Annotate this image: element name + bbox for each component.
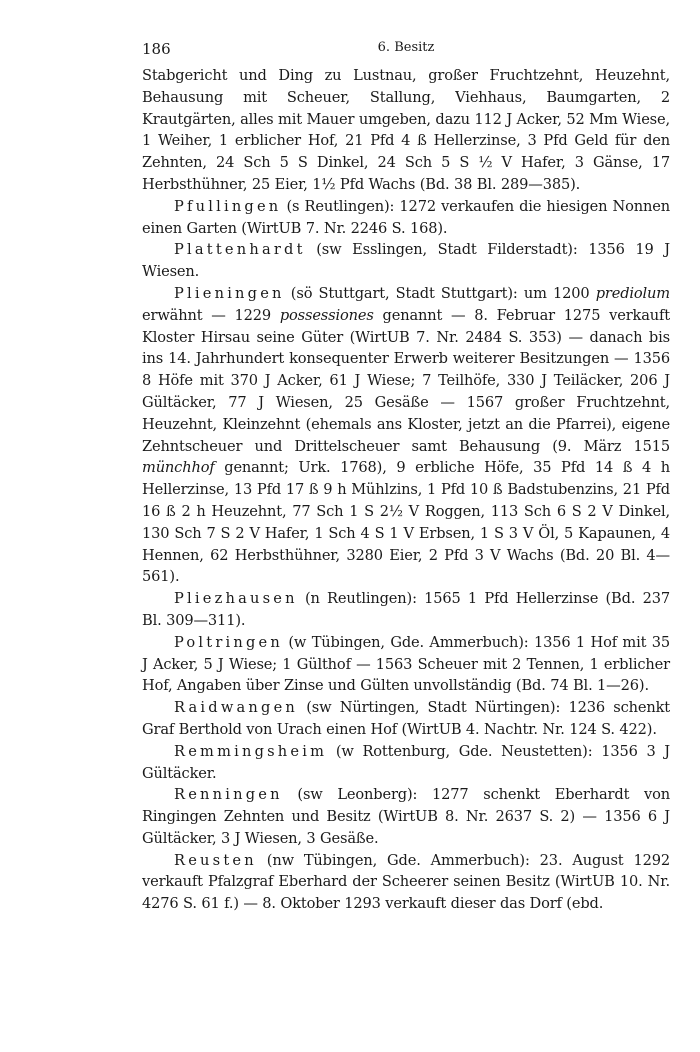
entry-renningen bbox=[142, 784, 670, 849]
opening-paragraph: Stabgericht und Ding zu Lustnau, großer Fruchtzehnt, Heuzehnt, Behausung mit Scheuer, Stallung, Viehhaus, Baumgarten, 2 Krautgärten, alles mit Mauer umgeben, dazu 112 J Acker, 52 Mm Wiese, 1 Weiher, 1 erblicher Hof, 21 Pfd 4 ß Hellerzinse, 3 Pfd Geld für den Zehnten, 24 Sch 5 S Dinkel, 24 Sch 5 S ½ V Hafer, 3 Gänse, 17 Herbsthühner, 25 Eier, 1½ Pfd Wachs (Bd. 38 Bl. 289—385). bbox=[142, 67, 670, 193]
entry-text: (s Reutlingen): 1272 verkaufen die hiesigen Nonnen einen Garten (WirtUB 7. Nr. 2246 S. 168). bbox=[142, 197, 670, 237]
entry-text: (sw Nürtingen, Stadt Nürtingen): 1236 schenkt Graf Berthold von Urach einen Hof (WirtUB 4. Nachtr. Nr. 124 S. 422). bbox=[142, 699, 670, 738]
entry-poltringen bbox=[142, 632, 670, 697]
place-name: Reusten bbox=[174, 851, 257, 869]
place-name: Poltringen bbox=[174, 633, 283, 651]
entry-text: (n Reutlingen): 1565 1 Pfd Hellerzinse (Bd. 237 Bl. 309—311). bbox=[142, 590, 670, 629]
entry-text: genannt — 8. Februar 1275 verkauft Kloster Hirsau seine Güter (WirtUB 7. Nr. 2484 S. 353) — danach bis ins 14. Jahrhundert konsequenter Erwerb weiterer Besitzungen — 1356 8 Höfe mit 370 J Acker, 61 J Wiese; 7 Teilhöfe, 330 J Teiläcker, 206 J Gültäcker, 77 J Wiesen, 25 Gesäße — 1567 großer Fruchtzehnt, Heuzehnt, Kleinzehnt (ehemals ans Kloster, jetzt an die Pfarrei), eigene Zehntscheuer und Drittelscheuer samt Behausung (9. März 1515 bbox=[142, 306, 670, 455]
italic-term: münchhof bbox=[142, 459, 215, 477]
place-name: Renningen bbox=[174, 786, 283, 804]
page-header bbox=[142, 40, 670, 64]
place-name: Pliezhausen bbox=[174, 590, 298, 608]
entry-text: erwähnt — 1229 bbox=[142, 306, 280, 324]
entry-text: genannt; Urk. 1768), 9 erbliche Höfe, 35 Pfd 14 ß 4 h Hellerzinse, 13 Pfd 17 ß 9 h Mühlzins, 1 Pfd 10 ß Badstubenzins, 21 Pfd 16 ß 2 h Heuzehnt, 77 Sch 1 S 2½ V Roggen, 113 Sch 6 S 2 V Dinkel, 130 Sch 7 S 2 V Hafer, 1 Sch 4 S 1 V Erbsen, 1 S 3 V Öl, 5 Kapaunen, 4 Hennen, 62 Herbsthühner, 3280 Eier, 2 Pfd 3 V Wachs (Bd. 20 Bl. 4—561). bbox=[142, 459, 670, 586]
entry-text: (sw Leonberg): 1277 schenkt Eberhardt von Ringingen Zehnten und Besitz (WirtUB 8. Nr. 2637 S. 2) — 1356 6 J Gültäcker, 3 J Wiesen, 3 Gesäße. bbox=[142, 786, 670, 847]
entry-pfullingen bbox=[142, 196, 670, 240]
entry-text: (sö Stuttgart, Stadt Stuttgart): um 1200 bbox=[284, 284, 596, 302]
italic-term: prediolum bbox=[595, 284, 670, 302]
place-name: Pfullingen bbox=[174, 197, 282, 215]
entry-plattenhardt bbox=[142, 239, 670, 283]
page-number: 186 bbox=[142, 40, 171, 58]
entry-reusten bbox=[142, 850, 670, 915]
body-text bbox=[142, 65, 670, 915]
place-name: Raidwangen bbox=[174, 699, 299, 717]
entry-text: (w Rottenburg, Gde. Neustetten): 1356 3 J Gültäcker. bbox=[142, 742, 670, 782]
entry-text: (sw Esslingen, Stadt Filderstadt): 1356 19 J Wiesen. bbox=[142, 241, 670, 281]
place-name: Plieningen bbox=[174, 284, 285, 302]
entry-raidwangen bbox=[142, 697, 670, 741]
entry-text: (nw Tübingen, Gde. Ammerbuch): 23. August 1292 verkauft Pfalzgraf Eberhard der Scheerer seinen Besitz (WirtUB 10. Nr. 4276 S. 61 f.) — 8. Oktober 1293 verkauft dieser das Dorf (ebd. bbox=[142, 851, 670, 913]
entry-pliezhausen bbox=[142, 588, 670, 632]
entry-plieningen bbox=[142, 283, 670, 588]
entry-text: (w Tübingen, Gde. Ammerbuch): 1356 1 Hof mit 35 J Acker, 5 J Wiese; 1 Gülthof — 1563 Scheuer mit 2 Tennen, 1 erblicher Hof, Angaben über Zinse und Gülten unvollständig (Bd. 74 Bl. 1—26). bbox=[142, 633, 670, 695]
italic-term: possessiones bbox=[279, 306, 374, 324]
running-head: 6. Besitz bbox=[377, 40, 435, 55]
entry-remmingsheim bbox=[142, 741, 670, 785]
place-name: Plattenhardt bbox=[174, 241, 306, 259]
place-name: Remmingsheim bbox=[174, 742, 328, 760]
